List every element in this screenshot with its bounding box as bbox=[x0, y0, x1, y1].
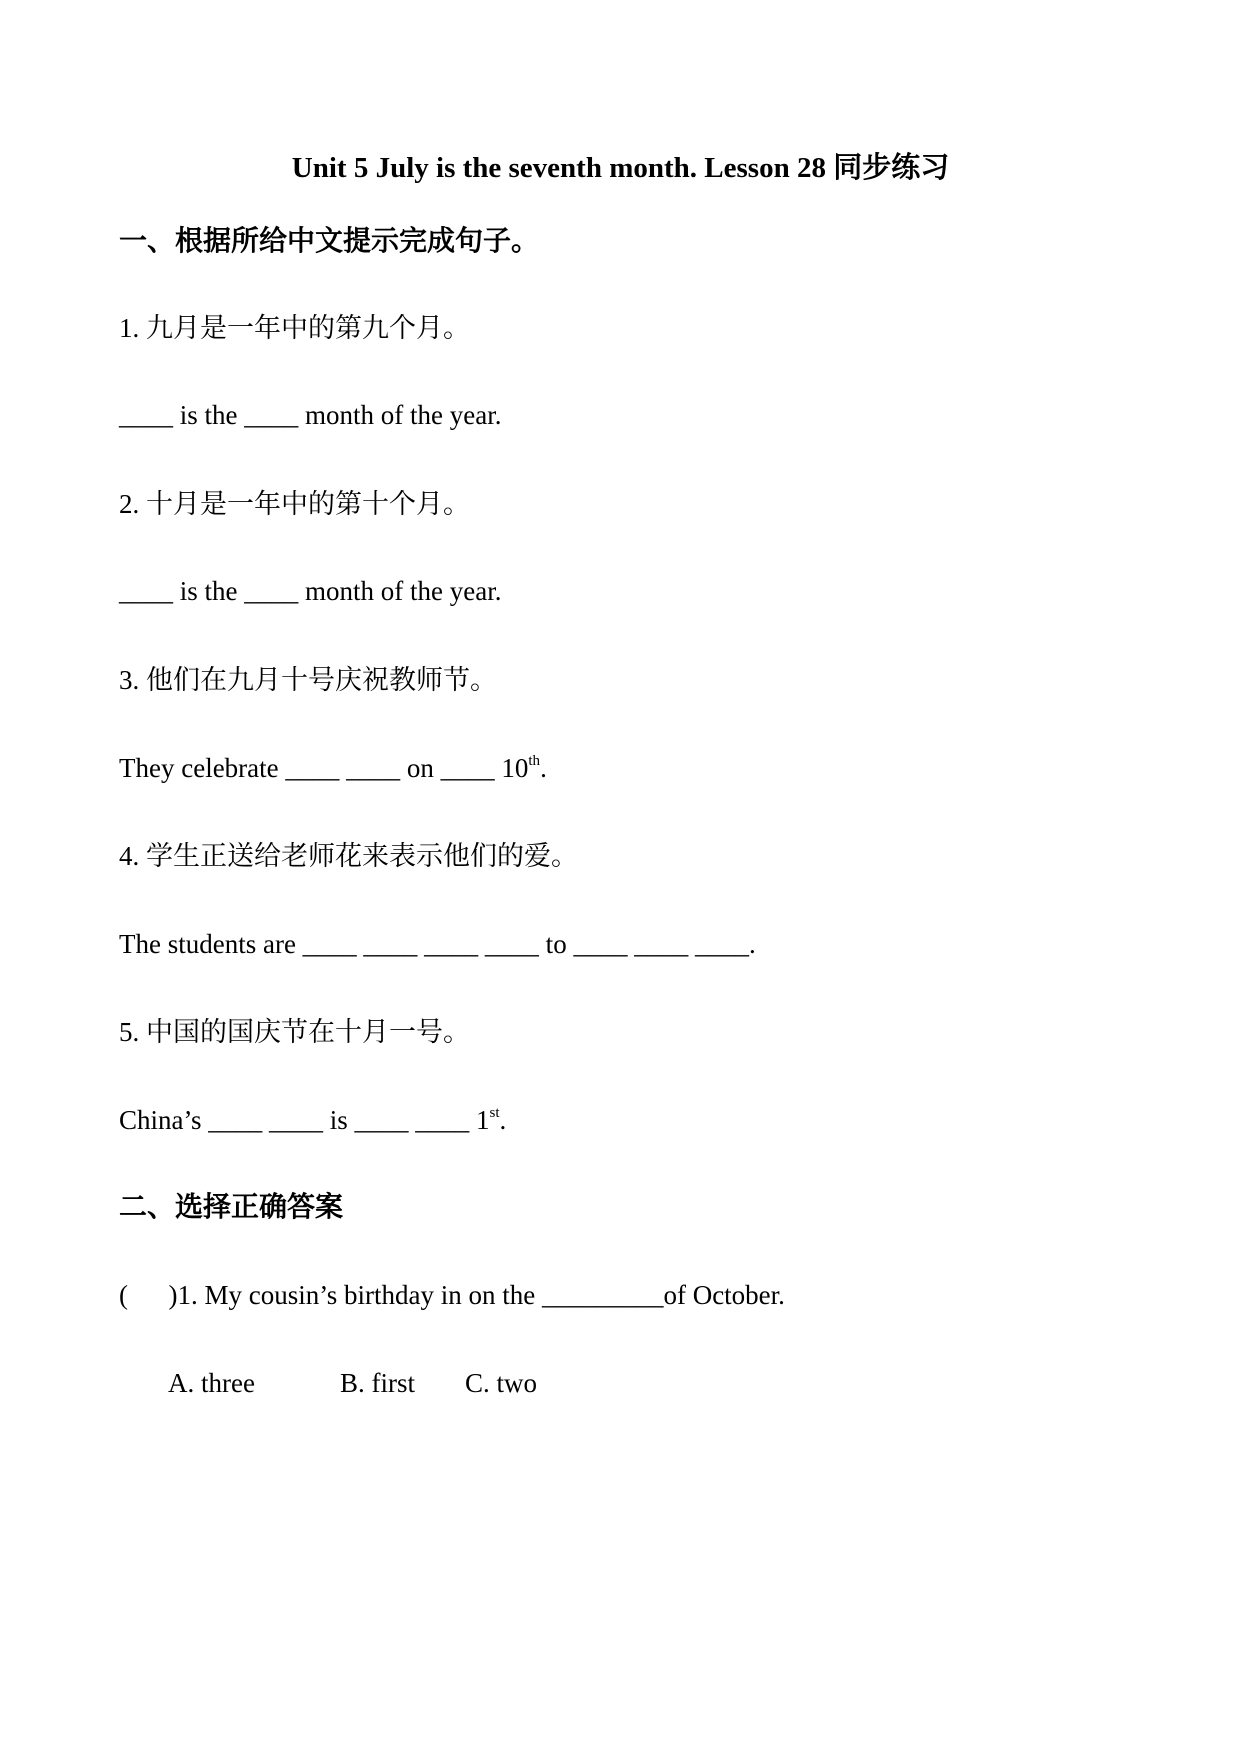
ordinal-suffix: st bbox=[489, 1105, 500, 1121]
question-3-english-text: They celebrate ____ ____ on ____ 10 bbox=[119, 753, 529, 783]
question-5-english-text: China’s ____ ____ is ____ ____ 1 bbox=[119, 1105, 490, 1135]
option-c: C. two bbox=[465, 1368, 538, 1398]
question-4-english: The students are ____ ____ ____ ____ to ____ ____ ____. bbox=[119, 929, 756, 959]
choice-question-1-stem: ( )1. My cousin’s birthday in on the _________of October. bbox=[119, 1280, 785, 1310]
question-2-english: ____ is the ____ month of the year. bbox=[119, 576, 502, 606]
question-3-chinese: 3. 他们在九月十号庆祝教师节。 bbox=[119, 665, 497, 695]
page-title: Unit 5 July is the seventh month. Lesson 28 同步练习 bbox=[291, 152, 950, 184]
question-1-chinese: 1. 九月是一年中的第九个月。 bbox=[119, 313, 470, 343]
question-1-english: ____ is the ____ month of the year. bbox=[119, 400, 502, 430]
option-b: B. first bbox=[340, 1368, 416, 1398]
question-5-english bbox=[119, 1102, 506, 1138]
section2-heading: 二、选择正确答案 bbox=[119, 1192, 344, 1223]
ordinal-suffix: th bbox=[528, 753, 541, 769]
question-2-chinese: 2. 十月是一年中的第十个月。 bbox=[119, 489, 470, 519]
question-4-chinese: 4. 学生正送给老师花来表示他们的爱。 bbox=[119, 841, 578, 871]
section1-heading: 一、根据所给中文提示完成句子。 bbox=[119, 226, 540, 257]
question-3-english-end: . bbox=[540, 753, 547, 783]
option-a: A. three bbox=[168, 1368, 255, 1398]
question-5-chinese: 5. 中国的国庆节在十月一号。 bbox=[119, 1017, 470, 1047]
question-3-english bbox=[119, 750, 547, 786]
question-5-english-end: . bbox=[499, 1105, 507, 1135]
